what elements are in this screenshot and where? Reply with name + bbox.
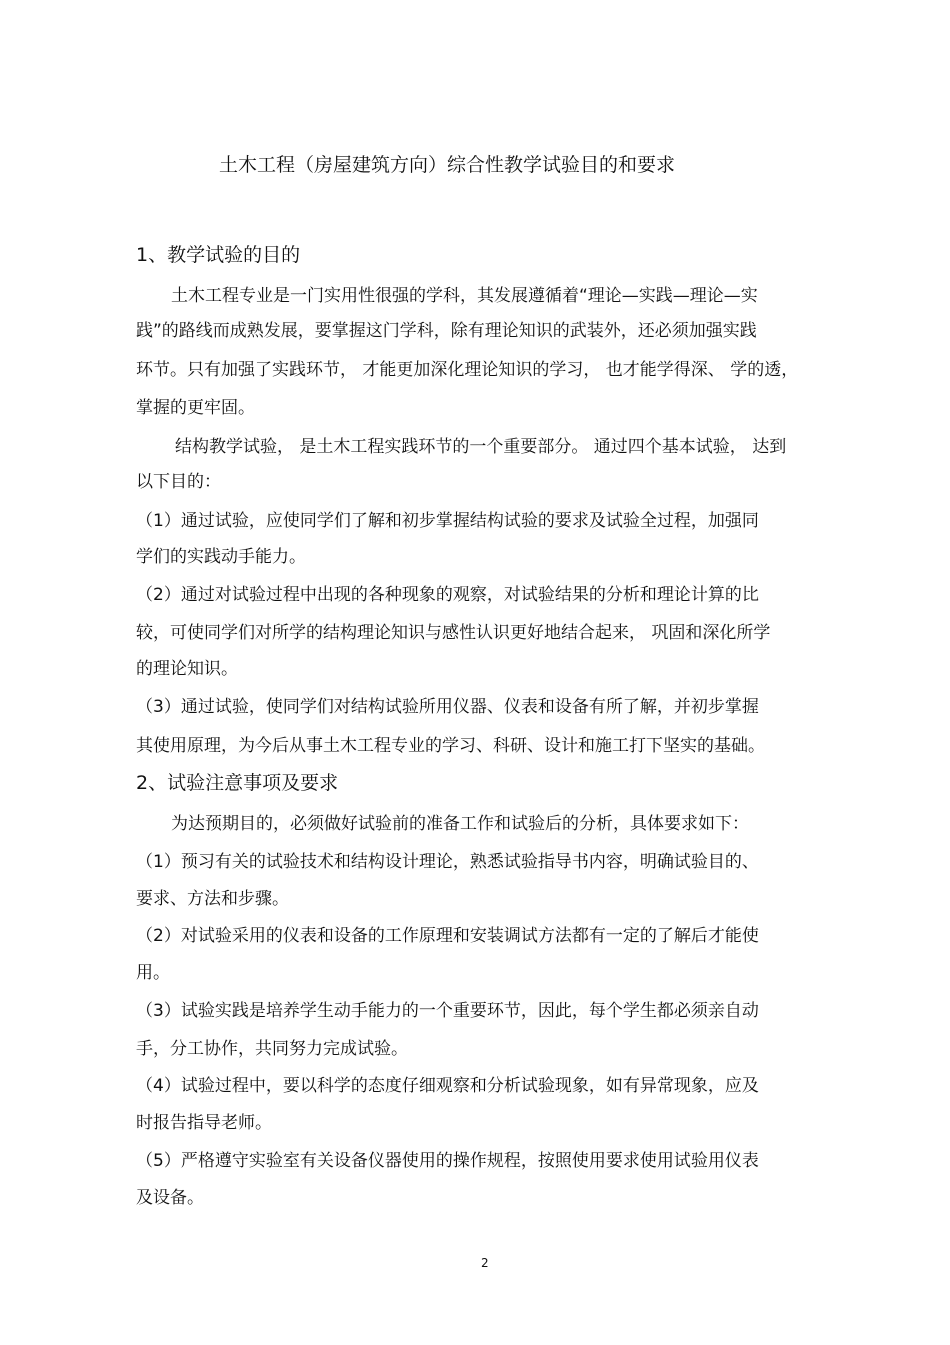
list-item-line: （3）试验实践是培养学生动手能力的一个重要环节，因此，每个学生都必须亲自动 [136,1001,759,1021]
paragraph-line: 掌握的更牢固。 [136,398,255,418]
list-item-line: 时报告指导老师。 [136,1113,272,1133]
section-2-heading: 2、试验注意事项及要求 [136,772,339,794]
list-item-line: （5）严格遵守实验室有关设备仪器使用的操作规程，按照使用要求使用试验用仪表 [136,1151,759,1171]
list-item-line: （1）预习有关的试验技术和结构设计理论，熟悉试验指导书内容，明确试验目的、 [136,852,759,872]
page-number: 2 [481,1256,489,1270]
list-item-line: 用。 [136,963,170,983]
paragraph-line: 环节。只有加强了实践环节， 才能更加深化理论知识的学习， 也才能学得深、 学的透， [136,360,799,380]
list-item-line: 手，分工协作，共同努力完成试验。 [136,1039,408,1059]
paragraph-line: 结构教学试验， 是土木工程实践环节的一个重要部分。 通过四个基本试验， 达到 [175,437,787,457]
section-1-heading: 1、教学试验的目的 [136,244,301,266]
list-item-line: （3）通过试验，使同学们对结构试验所用仪器、仪表和设备有所了解，并初步掌握 [136,697,759,717]
list-item-line: 学们的实践动手能力。 [136,547,306,567]
list-item-line: 要求、方法和步骤。 [136,889,289,909]
paragraph-line: 以下目的： [136,472,221,492]
document-title: 土木工程（房屋建筑方向）综合性教学试验目的和要求 [219,154,676,176]
list-item-line: （2）通过对试验过程中出现的各种现象的观察，对试验结果的分析和理论计算的比 [136,585,759,605]
list-item-line: （4）试验过程中，要以科学的态度仔细观察和分析试验现象，如有异常现象，应及 [136,1076,759,1096]
list-item-line: 其使用原理，为今后从事土木工程专业的学习、科研、设计和施工打下坚实的基础。 [136,736,765,756]
paragraph-line: 土木工程专业是一门实用性很强的学科，其发展遵循着“理论—实践—理论—实 [171,286,758,306]
paragraph-line: 践”的路线而成熟发展，要掌握这门学科，除有理论知识的武装外，还必须加强实践 [136,321,757,341]
list-item-line: 的理论知识。 [136,659,238,679]
list-item-line: 较，可使同学们对所学的结构理论知识与感性认识更好地结合起来， 巩固和深化所学 [136,623,771,643]
list-item-line: （1）通过试验，应使同学们了解和初步掌握结构试验的要求及试验全过程，加强同 [136,511,759,531]
paragraph-line: 为达预期目的，必须做好试验前的准备工作和试验后的分析，具体要求如下： [171,814,749,834]
list-item-line: （2）对试验采用的仪表和设备的工作原理和安装调试方法都有一定的了解后才能使 [136,926,759,946]
list-item-line: 及设备。 [136,1188,204,1208]
